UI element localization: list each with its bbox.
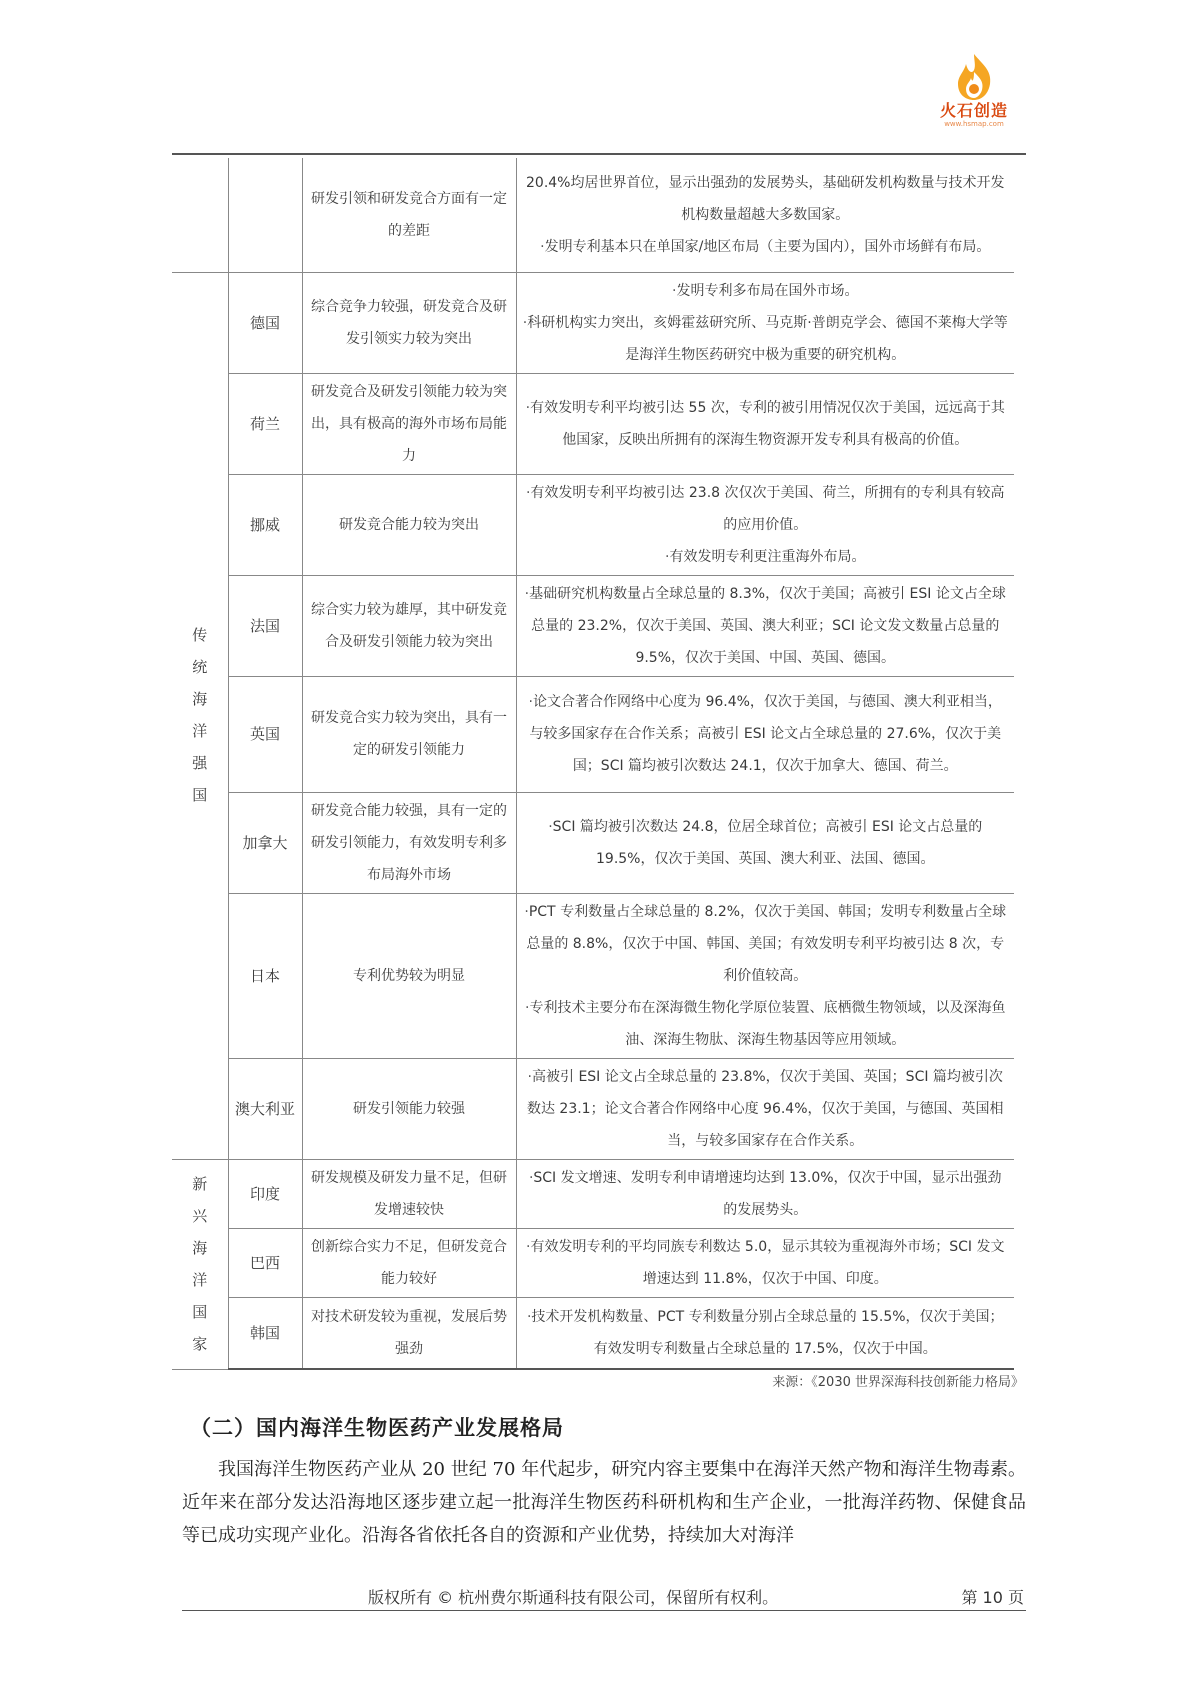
country-cell: 德国	[228, 272, 302, 373]
country-cell: 印度	[228, 1159, 302, 1228]
flame-icon	[952, 52, 996, 102]
country-cell: 加拿大	[228, 792, 302, 893]
bullet-icon: ·	[540, 238, 545, 255]
country-cell: 日本	[228, 893, 302, 1058]
country-cell: 韩国	[228, 1297, 302, 1369]
detail-point	[523, 1162, 1009, 1226]
evaluation-cell: 专利优势较为明显	[302, 893, 516, 1058]
detail-point	[523, 275, 1009, 307]
detail-cell	[516, 1058, 1014, 1159]
table-source: 来源：《2030 世界深海科技创新能力格局》	[772, 1375, 1024, 1390]
detail-point	[523, 896, 1009, 992]
detail-point	[523, 541, 1009, 573]
bullet-icon: ·	[665, 548, 670, 565]
detail-text: 发明专利基本只在单国家/地区布局（主要为国内），国外市场鲜有布局。	[544, 238, 991, 255]
country-cell: 澳大利亚	[228, 1058, 302, 1159]
bullet-icon: ·	[524, 903, 529, 920]
detail-point	[523, 992, 1009, 1056]
table-row	[172, 1228, 1014, 1297]
detail-text: 有效发明专利平均被引达 55 次，专利的被引用情况仅次于美国，远远高于其他国家，反映出所拥有的深海生物资源开发专利具有极高的价值。	[530, 399, 1005, 448]
header-rule	[172, 153, 1026, 155]
evaluation-cell: 研发竞合能力较为突出	[302, 474, 516, 575]
detail-text: 有效发明专利平均被引达 23.8 次仅次于美国、荷兰，所拥有的专利具有较高的应用价值。	[530, 484, 1005, 533]
detail-point	[523, 686, 1009, 782]
bullet-icon: ·	[525, 999, 530, 1016]
group-label: 传统海洋强国	[192, 626, 208, 804]
detail-point	[523, 578, 1009, 674]
detail-cell	[516, 792, 1014, 893]
group-cell	[172, 272, 228, 1159]
country-cell: 巴西	[228, 1228, 302, 1297]
detail-point	[523, 167, 1009, 231]
evaluation-cell: 研发竞合实力较为突出，具有一定的研发引领能力	[302, 676, 516, 792]
country-cell: 挪威	[228, 474, 302, 575]
detail-cell	[516, 676, 1014, 792]
detail-cell	[516, 272, 1014, 373]
detail-text: 技术开发机构数量、PCT 专利数量分别占全球总量的 15.5%，仅次于美国；有效发明专利数量占全球总量的 17.5%，仅次于中国。	[531, 1308, 1004, 1357]
detail-point	[523, 477, 1009, 541]
group-label: 新兴海洋国家	[192, 1174, 208, 1353]
detail-cell	[516, 373, 1014, 474]
country-cell: 法国	[228, 575, 302, 676]
bullet-icon: ·	[526, 1308, 532, 1325]
detail-cell	[516, 1159, 1014, 1228]
table-row	[172, 1058, 1014, 1159]
bullet-icon: ·	[527, 1068, 532, 1085]
detail-text: 专利技术主要分布在深海微生物化学原位装置、底栖微生物领域，以及深海鱼油、深海生物肽、深海生物基因等应用领域。	[529, 999, 1006, 1048]
bullet-icon: ·	[525, 484, 531, 501]
evaluation-cell: 研发引领能力较强	[302, 1058, 516, 1159]
evaluation-cell: 综合竞争力较强，研发竞合及研发引领实力较为突出	[302, 272, 516, 373]
table-row	[172, 373, 1014, 474]
table-row	[172, 893, 1014, 1058]
body-paragraph: 我国海洋生物医药产业从 20 世纪 70 年代起步，研究内容主要集中在海洋天然产物和海洋生物毒素。近年来在部分发达沿海地区逐步建立起一批海洋生物医药科研机构和生产企业，一批海洋药物、保健食品等已成功实现产业化。沿海各省依托各自的资源和产业优势，持续加大对海洋	[182, 1459, 1026, 1546]
detail-text: SCI 篇均被引次数达 24.8，位居全球首位；高被引 ESI 论文占总量的 19.5%，仅次于美国、英国、澳大利亚、法国、德国。	[552, 818, 983, 867]
detail-text: 20.4%均居世界首位，显示出强劲的发展势头，基础研发机构数量与技术开发机构数量超越大多数国家。	[526, 174, 1005, 223]
table-row	[172, 575, 1014, 676]
detail-text: SCI 发文增速、发明专利申请增速均达到 13.0%，仅次于中国，显示出强劲的发展势头。	[533, 1169, 1002, 1218]
bullet-icon: ·	[528, 694, 533, 710]
detail-cell	[516, 893, 1014, 1058]
country-cell: 英国	[228, 676, 302, 792]
detail-point	[523, 307, 1009, 371]
detail-point	[523, 392, 1009, 456]
country-cell	[228, 158, 302, 272]
evaluation-cell: 研发竞合及研发引领能力较为突出，具有极高的海外市场布局能力	[302, 373, 516, 474]
detail-point	[523, 231, 1009, 263]
detail-text: 论文合著合作网络中心度为 96.4%，仅次于美国，与德国、澳大利亚相当，与较多国家存在合作关系；高被引 ESI 论文占全球总量的 27.6%，仅次于美国；SCI 篇均被引次数达 24.1，仅次于加拿大、德国、荷兰。	[529, 694, 1002, 774]
company-logo	[918, 52, 1030, 136]
table-row	[172, 158, 1014, 272]
table-row	[172, 792, 1014, 893]
footer-copyright: 版权所有 © 杭州费尔斯通科技有限公司，保留所有权利。	[368, 1588, 779, 1607]
detail-text: 有效发明专利更注重海外布局。	[669, 548, 866, 565]
bullet-icon: ·	[525, 399, 531, 416]
evaluation-cell: 创新综合实力不足，但研发竞合能力较好	[302, 1228, 516, 1297]
table-row	[172, 676, 1014, 792]
group-cell	[172, 1159, 228, 1369]
detail-point	[523, 1301, 1009, 1365]
detail-text: PCT 专利数量占全球总量的 8.2%，仅次于美国、韩国；发明专利数量占全球总量的 8.8%，仅次于中国、韩国、美国；有效发明专利平均被引达 8 次，专利价值较高。	[526, 903, 1007, 984]
table-row	[172, 1159, 1014, 1228]
footer-page-number: 第 10 页	[961, 1588, 1024, 1607]
evaluation-cell: 研发引领和研发竞合方面有一定的差距	[302, 158, 516, 272]
evaluation-cell: 研发规模及研发力量不足，但研发增速较快	[302, 1159, 516, 1228]
table-row	[172, 1297, 1014, 1369]
country-cell: 荷兰	[228, 373, 302, 474]
evaluation-cell: 对技术研发较为重视，发展后势强劲	[302, 1297, 516, 1369]
bullet-icon: ·	[672, 282, 677, 299]
detail-cell	[516, 1228, 1014, 1297]
table-row	[172, 272, 1014, 373]
logo-url: www.hsmap.com	[944, 120, 1004, 128]
detail-text: 发明专利多布局在国外市场。	[676, 282, 859, 299]
group-cell	[172, 158, 228, 272]
detail-cell	[516, 1297, 1014, 1369]
footer-rule	[182, 1610, 1026, 1611]
logo-name: 火石创造	[939, 101, 1008, 120]
detail-text: 基础研究机构数量占全球总量的 8.3%，仅次于美国；高被引 ESI 论文占全球总量的 23.2%，仅次于美国、英国、澳大利亚；SCI 论文发文数量占总量的 9.5%，仅次于美国、中国、英国、德国。	[529, 585, 1006, 666]
table-row	[172, 474, 1014, 575]
detail-cell	[516, 474, 1014, 575]
detail-text: 有效发明专利的平均同族专利数达 5.0，显示其较为重视海外市场；SCI 发文增速达到 11.8%，仅次于中国、印度。	[530, 1238, 1005, 1287]
comparison-table	[172, 158, 1014, 1370]
detail-point	[523, 1061, 1009, 1157]
evaluation-cell: 研发竞合能力较强，具有一定的研发引领能力，有效发明专利多布局海外市场	[302, 792, 516, 893]
bullet-icon: ·	[526, 1238, 531, 1255]
detail-cell	[516, 158, 1014, 272]
detail-cell	[516, 575, 1014, 676]
bullet-icon: ·	[524, 585, 530, 602]
bullet-icon: ·	[522, 314, 528, 331]
section-heading: （二）国内海洋生物医药产业发展格局	[190, 1415, 564, 1440]
detail-text: 科研机构实力突出，亥姆霍兹研究所、马克斯·普朗克学会、德国不莱梅大学等是海洋生物医药研究中极为重要的研究机构。	[527, 314, 1008, 363]
detail-point	[523, 1231, 1009, 1295]
evaluation-cell: 综合实力较为雄厚，其中研发竞合及研发引领能力较为突出	[302, 575, 516, 676]
detail-point	[523, 811, 1009, 875]
bullet-icon: ·	[528, 1169, 534, 1186]
bullet-icon: ·	[548, 818, 553, 835]
detail-text: 高被引 ESI 论文占全球总量的 23.8%，仅次于美国、英国；SCI 篇均被引次数达 23.1；论文合著合作网络中心度 96.4%，仅次于美国，与德国、英国相当，与较多国家存在合作关系。	[526, 1068, 1004, 1149]
